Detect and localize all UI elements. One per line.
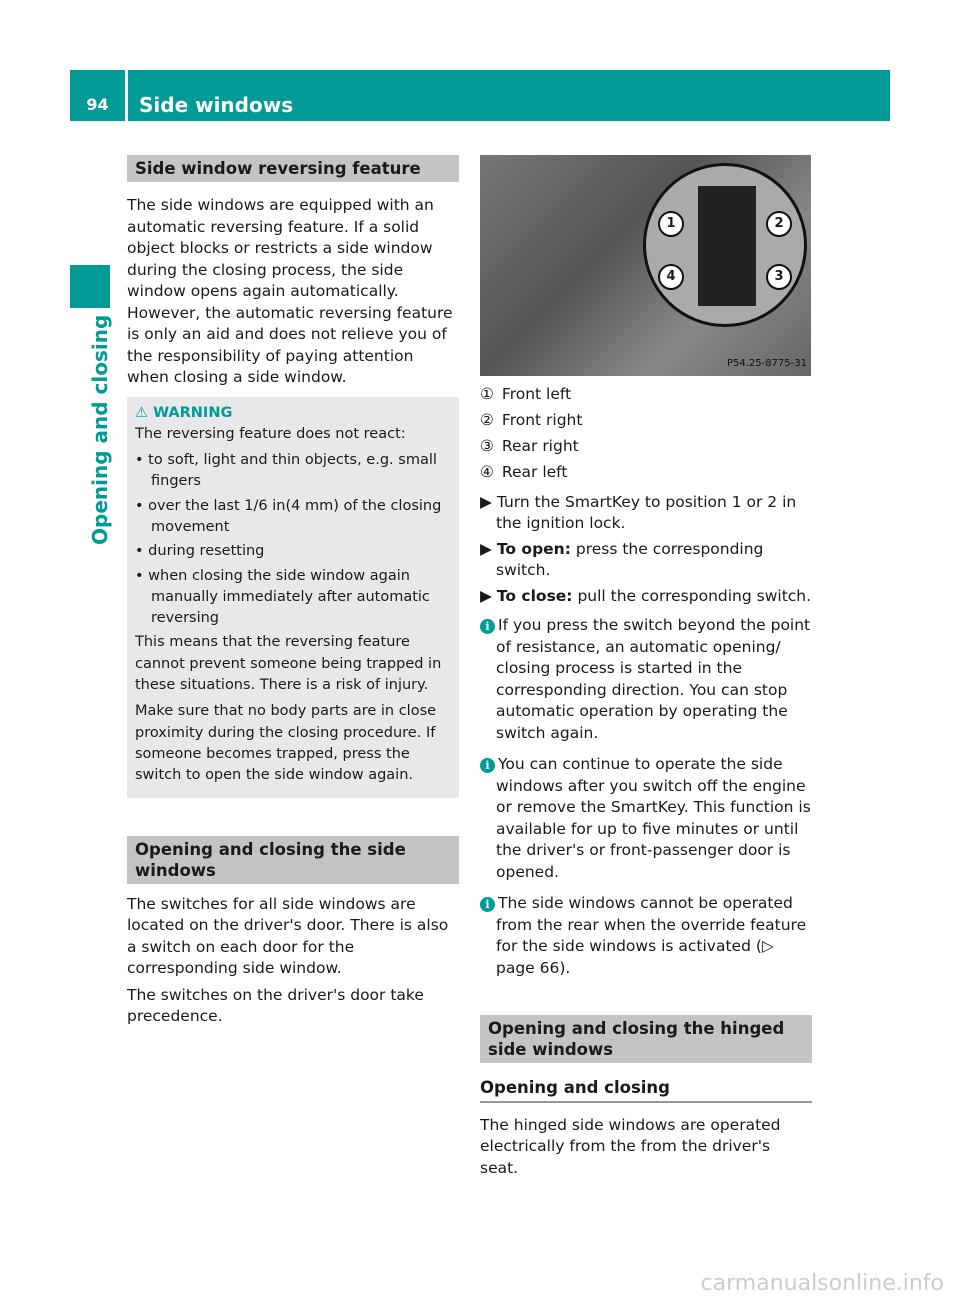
- warning-triangle-icon: ⚠: [135, 404, 154, 421]
- callout-1: 1: [658, 211, 684, 237]
- paragraph: The switches on the driver's door take precedence.: [127, 985, 424, 1026]
- legend-item: ④ Rear left: [480, 463, 568, 481]
- magnified-switch-panel: [643, 163, 807, 327]
- right-column: [480, 155, 812, 1184]
- door-switch-illustration: [480, 155, 811, 376]
- section-heading: Opening and closing the hinged side windows: [480, 1015, 812, 1063]
- legend-item: ① Front left: [480, 385, 572, 403]
- paragraph: The switches for all side windows are located on the driver's door. There is also a switch on each door for the corresponding side window.: [127, 894, 449, 978]
- info-icon: i: [480, 619, 495, 634]
- paragraph: The hinged side windows are operated electrically from the from the driver's seat.: [480, 1115, 781, 1177]
- image-code: P54.25-8775-31: [726, 357, 807, 369]
- left-column: [127, 155, 459, 1033]
- legend-item: ③ Rear right: [480, 437, 579, 455]
- page-number: 94: [70, 70, 128, 121]
- intro-paragraph: The side windows are equipped with an automatic reversing feature. If a solid object blocks or restricts a side window during the closing process, the side window opens again automatically. However, the automatic reversing feature is only an aid and does not relieve you of the responsibility of paying attention when closing a side window.: [127, 196, 453, 386]
- page-title: Side windows: [139, 93, 294, 117]
- info-note: i You can continue to operate the side windows after you switch off the engine or remove the SmartKey. This function is available for up to five minutes or until the driver's or front-passenger door is opened.: [480, 754, 812, 883]
- info-icon: i: [480, 758, 495, 773]
- info-icon: i: [480, 897, 495, 912]
- section-tab-label: Opening and closing: [88, 314, 112, 545]
- warning-bullet: • during resetting: [135, 543, 265, 560]
- section-heading: Opening and closing the side windows: [127, 836, 459, 884]
- section-tab-marker: [70, 265, 110, 308]
- page-header: [70, 70, 890, 121]
- callout-4: 4: [658, 264, 684, 290]
- callout-2: 2: [766, 211, 792, 237]
- step: ▶ Turn the SmartKey to position 1 or 2 in the ignition lock.: [480, 492, 797, 532]
- warning-paragraph: This means that the reversing feature cannot prevent someone being trapped in these situations. There is a risk of injury.: [135, 634, 442, 694]
- step: ▶ To open: press the corresponding switch.: [480, 539, 764, 579]
- warning-paragraph: Make sure that no body parts are in close proximity during the closing procedure. If someone becomes trapped, press the switch to open the side window again.: [135, 703, 437, 784]
- legend-item: ② Front right: [480, 411, 583, 429]
- watermark: carmanualsonline.info: [700, 1271, 944, 1296]
- info-note: i The side windows cannot be operated from the rear when the override feature for the side windows is activated (▷ page 66).: [480, 893, 812, 979]
- step: ▶ To close: pull the corresponding switch.: [480, 586, 812, 605]
- warning-bullet: • when closing the side window again manually immediately after automatic reversing: [135, 567, 430, 627]
- warning-title: ⚠ WARNING: [135, 404, 233, 421]
- section-heading: Side window reversing feature: [127, 155, 459, 182]
- warning-bullet: • to soft, light and thin objects, e.g. small fingers: [135, 452, 437, 490]
- warning-lead: The reversing feature does not react:: [135, 425, 406, 442]
- subheading: Opening and closing: [480, 1077, 812, 1103]
- callout-3: 3: [766, 264, 792, 290]
- warning-bullet: • over the last 1/6 in(4 mm) of the closing movement: [135, 497, 442, 535]
- info-note: i If you press the switch beyond the point of resistance, an automatic opening/ closing process is started in the corresponding direction. You can stop automatic operation by operating the switch again.: [480, 615, 812, 744]
- warning-box: [127, 397, 459, 798]
